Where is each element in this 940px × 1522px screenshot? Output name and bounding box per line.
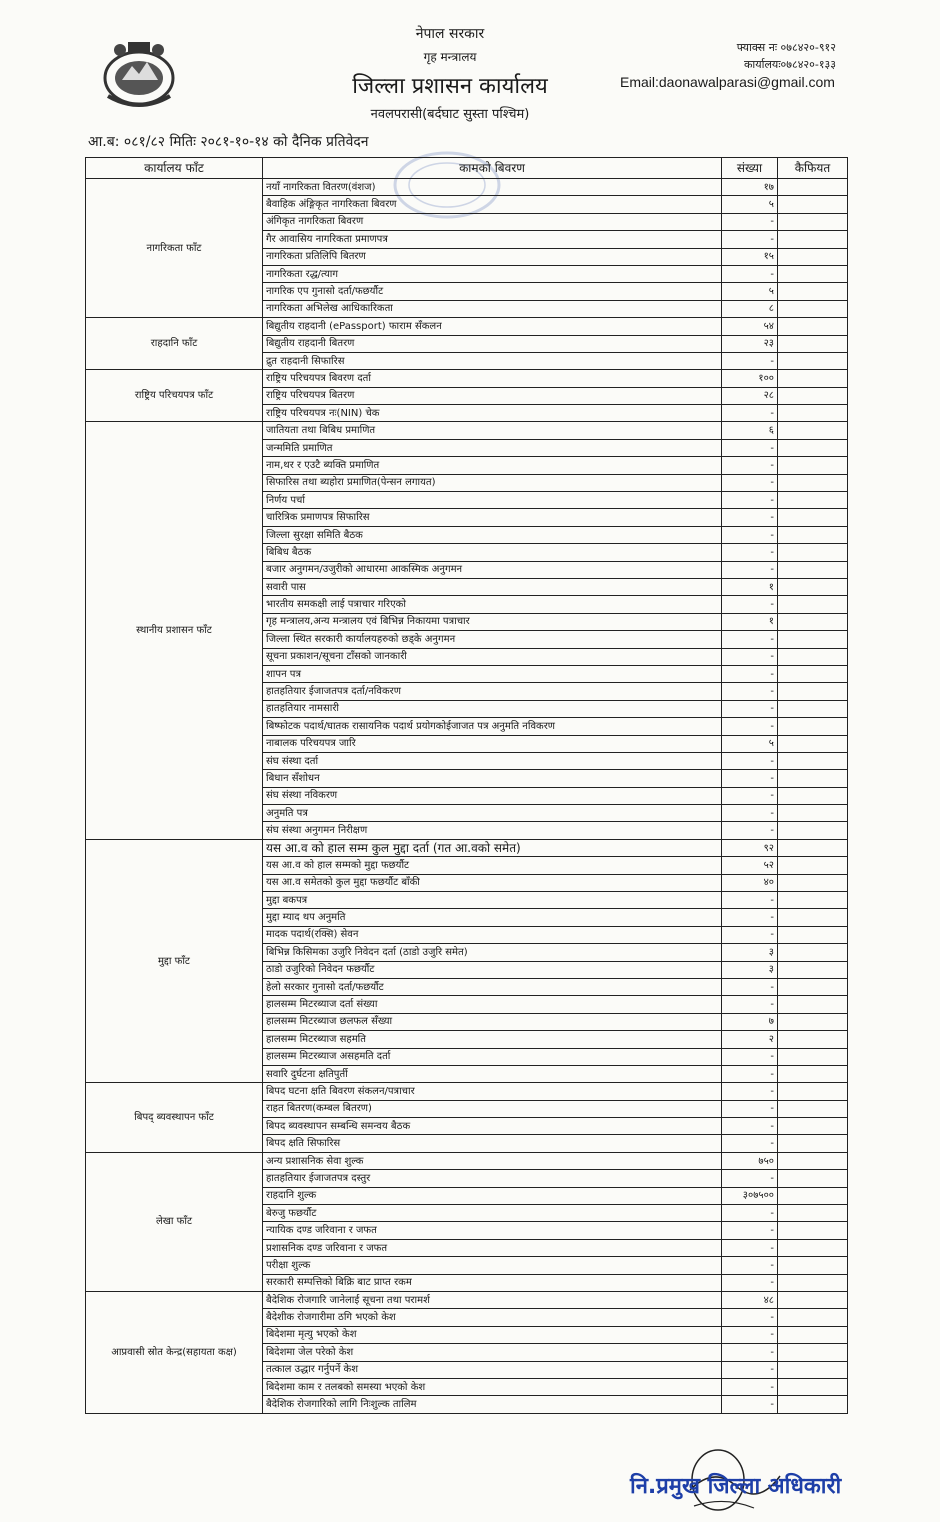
remarks-cell	[778, 179, 848, 196]
work-description: सवारि दुर्घटना क्षतिपुर्ती	[263, 1065, 722, 1082]
remarks-cell	[778, 1361, 848, 1378]
work-description: निर्णय पर्चा	[263, 492, 722, 509]
work-description: हातहतियार ईजाजतपत्र दर्ता/नविकरण	[263, 683, 722, 700]
work-description: हातहतियार ईजाजतपत्र दस्तुर	[263, 1170, 722, 1187]
remarks-cell	[778, 387, 848, 404]
work-description: शापन पत्र	[263, 665, 722, 682]
work-description: हालसम्म मिटरब्याज दर्ता संख्या	[263, 996, 722, 1013]
work-count: -	[722, 648, 778, 665]
section-name: राष्ट्रिय परिचयपत्र फाँट	[86, 370, 263, 422]
work-description: बैवाहिक अंङ्गिकृत नागरिकता बिवरण	[263, 196, 722, 213]
work-description: जिल्ला स्थित सरकारी कार्यालयहरुको छड्के अनुगमन	[263, 631, 722, 648]
remarks-cell	[778, 735, 848, 752]
work-description: बिद्युतीय राहदानी बितरण	[263, 335, 722, 352]
remarks-cell	[778, 1274, 848, 1291]
work-count: -	[722, 665, 778, 682]
district-name: नवलपरासी(बर्दघाट सुस्ता पश्चिम)	[370, 107, 530, 122]
table-row	[86, 179, 848, 196]
work-description: बिपद ब्यवस्थापन सम्बन्धि समन्वय बैठक	[263, 1118, 722, 1135]
work-description: हातहतियार नामसारी	[263, 700, 722, 717]
work-count: ३	[722, 961, 778, 978]
remarks-cell	[778, 1100, 848, 1117]
work-count: -	[722, 492, 778, 509]
remarks-cell	[778, 213, 848, 230]
remarks-cell	[778, 1065, 848, 1082]
work-count: -	[722, 631, 778, 648]
work-count: -	[722, 1326, 778, 1343]
work-description: बैदेशीक रोजगारीमा ठगि भएको केश	[263, 1309, 722, 1326]
remarks-cell	[778, 857, 848, 874]
remarks-cell	[778, 1344, 848, 1361]
remarks-cell	[778, 1205, 848, 1222]
work-count: ६	[722, 422, 778, 439]
work-count: ४८	[722, 1292, 778, 1309]
work-description: यस आ.व समेतको कुल मुद्दा फछर्यौट बाँकी	[263, 874, 722, 891]
work-count: -	[722, 1118, 778, 1135]
work-description: मुद्दा म्याद थप अनुमति	[263, 909, 722, 926]
remarks-cell	[778, 492, 848, 509]
table-row	[86, 318, 848, 335]
work-description: बिद्युतीय राहदानी (ePassport) फाराम सँकलन	[263, 318, 722, 335]
table-row	[86, 839, 848, 856]
remarks-cell	[778, 874, 848, 891]
remarks-cell	[778, 805, 848, 822]
work-description: संघ संस्था अनुगमन निरीक्षण	[263, 822, 722, 839]
work-description: चारित्रिक प्रमाणपत्र सिफारिस	[263, 509, 722, 526]
remarks-cell	[778, 1378, 848, 1395]
remarks-cell	[778, 631, 848, 648]
work-description: अनुमति पत्र	[263, 805, 722, 822]
work-count: -	[722, 770, 778, 787]
work-description: राष्ट्रिय परिचयपत्र बितरण	[263, 387, 722, 404]
remarks-cell	[778, 474, 848, 491]
work-description: नागरिकता अभिलेख आधिकारिकता	[263, 300, 722, 317]
work-count: -	[722, 1222, 778, 1239]
remarks-cell	[778, 248, 848, 265]
remarks-cell	[778, 613, 848, 630]
work-count: ५	[722, 196, 778, 213]
section-name: बिपद् ब्यवस्थापन फाँट	[86, 1083, 263, 1153]
work-description: संघ संस्था नविकरण	[263, 787, 722, 804]
remarks-cell	[778, 822, 848, 839]
section-name: आप्रवासी स्रोत केन्द्र(सहायता कक्ष)	[86, 1292, 263, 1414]
remarks-cell	[778, 318, 848, 335]
work-description: नागरिकता प्रतिलिपि बितरण	[263, 248, 722, 265]
work-count: ५	[722, 735, 778, 752]
work-count: -	[722, 1100, 778, 1117]
remarks-cell	[778, 1326, 848, 1343]
remarks-cell	[778, 648, 848, 665]
work-description: परीक्षा शुल्क	[263, 1257, 722, 1274]
nepal-emblem-icon	[100, 38, 178, 108]
section-name: मुद्दा फाँट	[86, 839, 263, 1082]
work-description: बिदेशमा जेल परेको केश	[263, 1344, 722, 1361]
work-description: सूचना प्रकाशन/सूचना टाँसको जानकारी	[263, 648, 722, 665]
remarks-cell	[778, 1118, 848, 1135]
work-count: -	[722, 596, 778, 613]
daily-report-table	[85, 157, 848, 1414]
table-row	[86, 422, 848, 439]
remarks-cell	[778, 1013, 848, 1030]
remarks-cell	[778, 752, 848, 769]
work-count: १००	[722, 370, 778, 387]
remarks-cell	[778, 526, 848, 543]
remarks-cell	[778, 370, 848, 387]
work-description: नयाँ नागरिकता वितरण(वंशज)	[263, 179, 722, 196]
remarks-cell	[778, 1239, 848, 1256]
table-row	[86, 370, 848, 387]
table-row	[86, 1152, 848, 1169]
work-count: -	[722, 1378, 778, 1395]
work-description: न्यायिक दण्ड जरिवाना र जफत	[263, 1222, 722, 1239]
work-description: राष्ट्रिय परिचयपत्र नः(NIN) चेक	[263, 405, 722, 422]
remarks-cell	[778, 996, 848, 1013]
remarks-cell	[778, 683, 848, 700]
work-description: जातियता तथा बिबिध प्रमाणित	[263, 422, 722, 439]
remarks-cell	[778, 578, 848, 595]
table-row	[86, 1083, 848, 1100]
work-description: जिल्ला सुरक्षा समिति बैठक	[263, 526, 722, 543]
work-count: -	[722, 1170, 778, 1187]
work-description: बिपद क्षति सिफारिस	[263, 1135, 722, 1152]
government-name: नेपाल सरकार	[415, 26, 485, 42]
work-description: हेलो सरकार गुनासो दर्ता/फछर्यौट	[263, 978, 722, 995]
work-description: नाम,थर र एउटै ब्यक्ति प्रमाणित	[263, 457, 722, 474]
work-count: -	[722, 1274, 778, 1291]
remarks-cell	[778, 457, 848, 474]
work-count: -	[722, 822, 778, 839]
work-count: -	[722, 213, 778, 230]
remarks-cell	[778, 544, 848, 561]
header-description: कामको बिवरण	[263, 158, 722, 179]
remarks-cell	[778, 1222, 848, 1239]
work-count: -	[722, 700, 778, 717]
remarks-cell	[778, 1187, 848, 1204]
section-name: स्थानीय प्रशासन फाँट	[86, 422, 263, 839]
work-count: -	[722, 926, 778, 943]
work-description: बिधान सँशोधन	[263, 770, 722, 787]
header-section: कार्यालय फाँट	[86, 158, 263, 179]
work-description: बजार अनुगमन/उजुरीको आधारमा आकस्मिक अनुगमन	[263, 561, 722, 578]
work-description: सवारी पास	[263, 578, 722, 595]
remarks-cell	[778, 909, 848, 926]
signature-stamp: नि.प्रमुख जिल्ला अधिकारी	[630, 1474, 842, 1499]
work-count: -	[722, 1048, 778, 1065]
work-count: ९२	[722, 839, 778, 856]
work-count: ७	[722, 1013, 778, 1030]
work-description: यस आ.व को हाल सम्मको मुद्दा फछर्यौट	[263, 857, 722, 874]
remarks-cell	[778, 352, 848, 369]
work-description: प्रशासनिक दण्ड जरिवाना र जफत	[263, 1239, 722, 1256]
work-description: नाबालक परिचयपत्र जारि	[263, 735, 722, 752]
work-count: २३	[722, 335, 778, 352]
work-description: बिदेशमा काम र तलबको समस्या भएको केश	[263, 1378, 722, 1395]
work-count: -	[722, 1309, 778, 1326]
work-description: बिबिध बैठक	[263, 544, 722, 561]
work-count: -	[722, 787, 778, 804]
work-count: -	[722, 1083, 778, 1100]
remarks-cell	[778, 1152, 848, 1169]
section-name: नागरिकता फाँट	[86, 179, 263, 318]
remarks-cell	[778, 405, 848, 422]
remarks-cell	[778, 561, 848, 578]
section-name: राहदानि फाँट	[86, 318, 263, 370]
remarks-cell	[778, 283, 848, 300]
work-count: -	[722, 1239, 778, 1256]
remarks-cell	[778, 509, 848, 526]
work-description: गृह मन्त्रालय,अन्य मन्त्रालय एवं बिभिन्न निकायमा पत्राचार	[263, 613, 722, 630]
remarks-cell	[778, 439, 848, 456]
work-count: -	[722, 1065, 778, 1082]
work-count: -	[722, 909, 778, 926]
remarks-cell	[778, 1170, 848, 1187]
remarks-cell	[778, 1292, 848, 1309]
remarks-cell	[778, 300, 848, 317]
work-count: -	[722, 1205, 778, 1222]
remarks-cell	[778, 422, 848, 439]
work-description: हालसम्म मिटरब्याज छलफल सँख्या	[263, 1013, 722, 1030]
remarks-cell	[778, 1083, 848, 1100]
work-count: ३०७५००	[722, 1187, 778, 1204]
remarks-cell	[778, 196, 848, 213]
work-count: -	[722, 405, 778, 422]
work-description: अंगिकृत नागरिकता बिवरण	[263, 213, 722, 230]
work-count: १	[722, 578, 778, 595]
work-description: बेरुजु फछर्यौट	[263, 1205, 722, 1222]
work-count: ५४	[722, 318, 778, 335]
work-count: -	[722, 474, 778, 491]
work-count: २	[722, 1031, 778, 1048]
work-count: -	[722, 805, 778, 822]
email-address: Email:daonawalparasi@gmail.com	[620, 74, 835, 90]
remarks-cell	[778, 978, 848, 995]
work-description: यस आ.व को हाल सम्म कुल मुद्दा दर्ता (गत आ.वको समेत)	[263, 839, 722, 856]
work-count: -	[722, 1361, 778, 1378]
header-remarks: कैफियत	[778, 158, 848, 179]
work-count: -	[722, 996, 778, 1013]
work-count: -	[722, 1257, 778, 1274]
work-count: ८	[722, 300, 778, 317]
work-count: १७	[722, 179, 778, 196]
work-count: -	[722, 231, 778, 248]
work-description: हालसम्म मिटरब्याज सहमति	[263, 1031, 722, 1048]
work-description: बिष्फोटक पदार्थ/घातक रासायनिक पदार्थ प्रयोगकोईजाजत पत्र अनुमति नविकरण	[263, 718, 722, 735]
table-row	[86, 1292, 848, 1309]
remarks-cell	[778, 839, 848, 856]
work-count: -	[722, 752, 778, 769]
remarks-cell	[778, 892, 848, 909]
remarks-cell	[778, 926, 848, 943]
work-count: -	[722, 544, 778, 561]
work-count: ५२	[722, 857, 778, 874]
remarks-cell	[778, 1031, 848, 1048]
work-count: -	[722, 1135, 778, 1152]
work-description: बिपद घटना क्षति बिवरण संकलन/पत्राचार	[263, 1083, 722, 1100]
work-count: -	[722, 509, 778, 526]
work-count: -	[722, 892, 778, 909]
work-description: बैदेशिक रोजगारिको लागि निःशुल्क तालिम	[263, 1396, 722, 1413]
work-description: राहत बितरण(कम्बल बितरण)	[263, 1100, 722, 1117]
remarks-cell	[778, 961, 848, 978]
work-description: गैर आवासिय नागरिकता प्रमाणपत्र	[263, 231, 722, 248]
work-count: -	[722, 978, 778, 995]
remarks-cell	[778, 787, 848, 804]
work-description: मादक पदार्थ(रक्सि) सेवन	[263, 926, 722, 943]
report-date-line: आ.ब: ०८१/८२ मितिः २०८१-१०-१४ को दैनिक प्रतिवेदन	[88, 134, 369, 150]
work-description: मुद्दा बकपत्र	[263, 892, 722, 909]
work-count: -	[722, 718, 778, 735]
section-name: लेखा फाँट	[86, 1152, 263, 1291]
work-count: -	[722, 1396, 778, 1413]
remarks-cell	[778, 700, 848, 717]
table-header-row	[86, 158, 848, 179]
work-count: ३	[722, 944, 778, 961]
work-description: हालसम्म मिटरब्याज असहमति दर्ता	[263, 1048, 722, 1065]
work-description: अन्य प्रशासनिक सेवा शुल्क	[263, 1152, 722, 1169]
work-count: -	[722, 526, 778, 543]
work-description: राष्ट्रिय परिचयपत्र बिवरण दर्ता	[263, 370, 722, 387]
work-description: नागरिकता रद्ध/त्याग	[263, 265, 722, 282]
work-description: सरकारी सम्पत्तिको बिक्रि बाट प्राप्त रकम	[263, 1274, 722, 1291]
remarks-cell	[778, 335, 848, 352]
work-description: जन्ममिति प्रमाणित	[263, 439, 722, 456]
remarks-cell	[778, 231, 848, 248]
work-count: ४०	[722, 874, 778, 891]
work-count: -	[722, 265, 778, 282]
remarks-cell	[778, 718, 848, 735]
work-count: २८	[722, 387, 778, 404]
remarks-cell	[778, 665, 848, 682]
work-count: -	[722, 457, 778, 474]
remarks-cell	[778, 944, 848, 961]
work-description: भारतीय समकक्षी लाई पत्राचार गरिएको	[263, 596, 722, 613]
work-count: -	[722, 683, 778, 700]
ministry-name: गृह मन्त्रालय	[423, 50, 477, 64]
work-count: -	[722, 1344, 778, 1361]
office-phone: कार्यालयः०७८४२०-१३३	[743, 58, 836, 71]
work-count: -	[722, 561, 778, 578]
work-count: १	[722, 613, 778, 630]
remarks-cell	[778, 1135, 848, 1152]
remarks-cell	[778, 596, 848, 613]
remarks-cell	[778, 770, 848, 787]
work-description: सिफारिस तथा ब्यहोरा प्रमाणित(पेन्सन लगायत)	[263, 474, 722, 491]
remarks-cell	[778, 1309, 848, 1326]
work-description: बिभिन्न किसिमका उजुरि निवेदन दर्ता (ठाडो उजुरि समेत)	[263, 944, 722, 961]
work-count: ५	[722, 283, 778, 300]
work-count: ७५०	[722, 1152, 778, 1169]
office-title: जिल्ला प्रशासन कार्यालय	[352, 74, 548, 99]
remarks-cell	[778, 1257, 848, 1274]
work-description: संघ संस्था दर्ता	[263, 752, 722, 769]
header-count: संख्या	[722, 158, 778, 179]
work-count: -	[722, 439, 778, 456]
work-description: बैदेशिक रोजगारि जानेलाई सूचना तथा परामर्श	[263, 1292, 722, 1309]
remarks-cell	[778, 265, 848, 282]
work-count: १५	[722, 248, 778, 265]
work-description: तत्काल उद्धार गर्नुपर्ने केश	[263, 1361, 722, 1378]
work-description: बिदेशमा मृत्यु भएको केश	[263, 1326, 722, 1343]
work-description: राहदानि शुल्क	[263, 1187, 722, 1204]
work-description: ठाडो उजुरिको निवेदन फछर्यौट	[263, 961, 722, 978]
remarks-cell	[778, 1396, 848, 1413]
fax-number: फ्याक्स नः ०७८४२०-९१२	[736, 41, 836, 54]
remarks-cell	[778, 1048, 848, 1065]
work-description: नागरिक एप गुनासो दर्ता/फछर्यौट	[263, 283, 722, 300]
work-count: -	[722, 352, 778, 369]
work-description: द्रुत राहदानी सिफारिस	[263, 352, 722, 369]
